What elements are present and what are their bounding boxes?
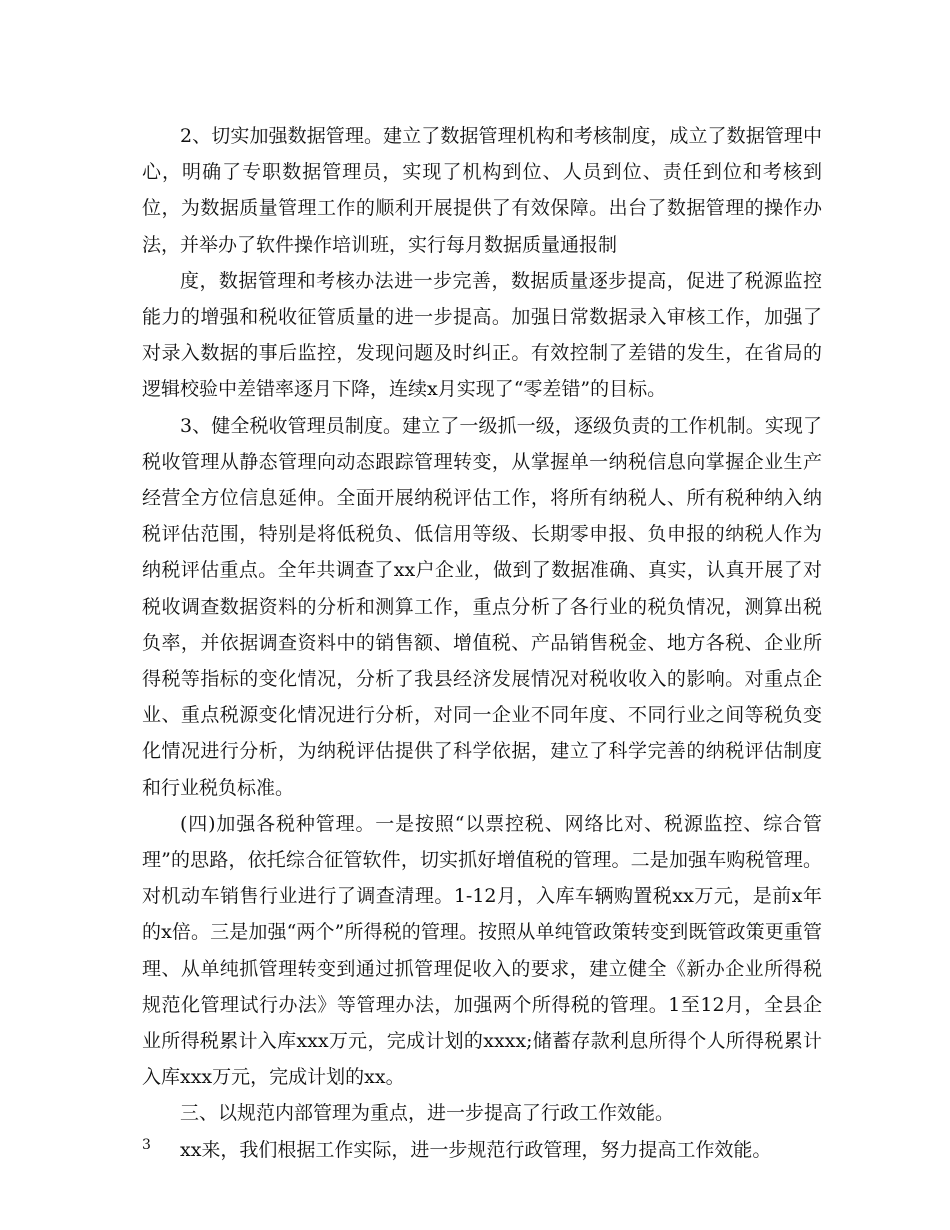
paragraph-section-three-heading: 三、以规范内部管理为重点，进一步提高了行政工作效能。 <box>180 1102 675 1125</box>
paragraph-administration: xx来，我们根据工作实际，进一步规范行政管理，努力提高工作效能。 <box>180 1138 772 1161</box>
document-body <box>142 118 822 1168</box>
paragraph-tax-types: (四)加强各税种管理。一是按照“以票控税、网络比对、税源监控、综合管理”的思路，依托综合征管软件，切实抓好增值税的管理。二是加强车购税管理。对机动车销售行业进行了调查清理。1-12月，入库车辆购置税xx万元，是前x年的x倍。三是加强“两个”所得税的管理。按照从单纯管政策转变到既管政策更重管理、从单纯抓管理转变到通过抓管理促收入的要求，建立健全《新办企业所得税规范化管理试行办法》等管理办法，加强两个所得税的管理。1至12月，全县企业所得税累计入库xxx万元，完成计划的xxxx;储蓄存款利息所得个人所得税累计入库xxx万元，完成计划的xx。 <box>142 812 822 1089</box>
page-number: 3 <box>142 1137 151 1153</box>
paragraph-data-management: 2、切实加强数据管理。建立了数据管理机构和考核制度，成立了数据管理中心，明确了专职数据管理员，实现了机构到位、人员到位、责任到位和考核到位，为数据质量管理工作的顺利开展提供了有效保障。出台了数据管理的操作办法，并举办了软件操作培训班，实行每月数据质量通报制 <box>142 125 822 256</box>
paragraph-data-quality: 度，数据管理和考核办法进一步完善，数据质量逐步提高，促进了税源监控能力的增强和税收征管质量的进一步提高。加强日常数据录入审核工作，加强了对录入数据的事后监控，发现问题及时纠正。有效控制了差错的发生，在省局的逻辑校验中差错率逐月下降，连续x月实现了“零差错”的目标。 <box>142 269 822 401</box>
paragraph-tax-administrator: 3、健全税收管理员制度。建立了一级抓一级，逐级负责的工作机制。实现了税收管理从静态管理向动态跟踪管理转变，从掌握单一纳税信息向掌握企业生产经营全方位信息延伸。全面开展纳税评估工作，将所有纳税人、所有税种纳入纳税评估范围，特别是将低税负、低信用等级、长期零申报、负申报的纳税人作为纳税评估重点。全年共调查了xx户企业，做到了数据准确、真实，认真开展了对税收调查数据资料的分析和测算工作，重点分析了各行业的税负情况，测算出税负率，并依据调查资料中的销售额、增值税、产品销售税金、地方各税、企业所得税等指标的变化情况，分析了我县经济发展情况对税收收入的影响。对重点企业、重点税源变化情况进行分析，对同一企业不同年度、不同行业之间等税负变化情况进行分析，为纳税评估提供了科学依据，建立了科学完善的纳税评估制度和行业税负标准。 <box>142 414 822 799</box>
